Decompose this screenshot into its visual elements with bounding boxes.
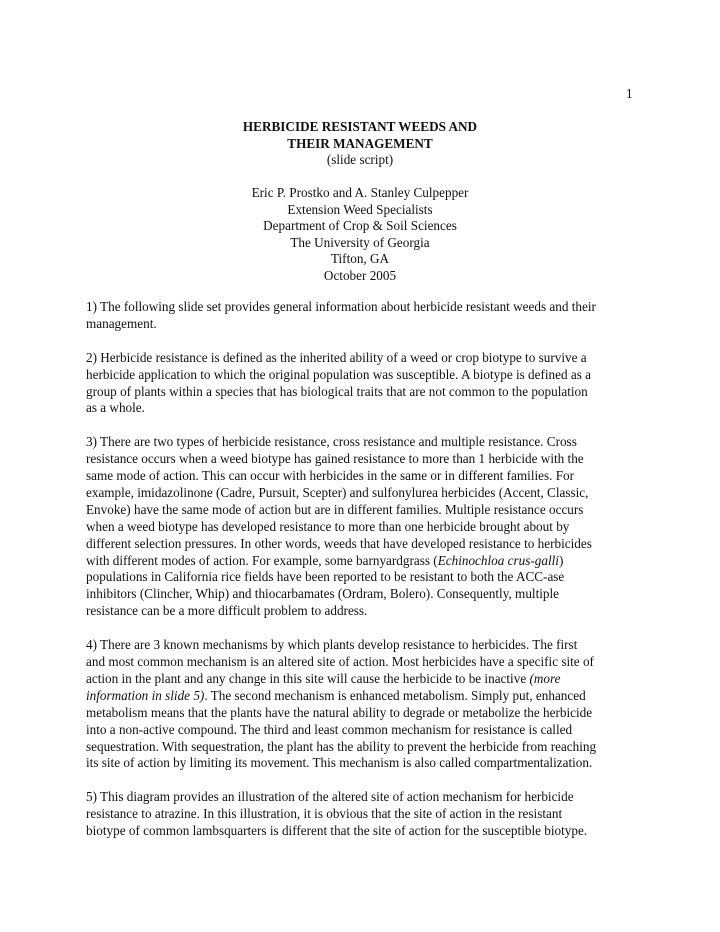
paragraph-line	[86, 316, 638, 333]
text-run: group of plants within a species that has biological traits that are not common to the population	[86, 383, 588, 399]
text-run: as a whole.	[86, 400, 145, 416]
text-run: 5) This diagram provides an illustration of the altered site of action mechanism for herbicide	[86, 789, 574, 805]
text-run: resistance occurs when a weed biotype has gained resistance to more than 1 herbicide with the	[86, 451, 584, 467]
paragraph-2	[86, 350, 638, 418]
text-run: 1) The following slide set provides general information about herbicide resistant weeds and their	[86, 299, 596, 314]
paragraph-line	[86, 789, 638, 806]
text-run: metabolism means that the plants have the natural ability to degrade or metabolize the herbicide	[86, 704, 593, 720]
paragraph-line	[86, 755, 638, 772]
page-number: 1	[626, 86, 633, 101]
text-run: biotype of common lambsquarters is different that the site of action for the susceptible biotype.	[86, 823, 588, 839]
text-run: 4) There are 3 known mechanisms by which plants develop resistance to herbicides. The first	[86, 637, 578, 653]
paragraph-line	[86, 485, 638, 502]
header-spacer	[86, 169, 634, 186]
document-header	[86, 119, 634, 284]
text-run: example, imidazolinone (Cadre, Pursuit, Scepter) and sulfonylurea herbicides (Accent, Classic,	[86, 484, 589, 500]
paragraph-line	[86, 519, 638, 536]
paragraph-line	[86, 400, 638, 417]
affiliation-department: Department of Crop & Soil Sciences	[263, 218, 457, 233]
paragraph-1	[86, 299, 638, 333]
text-run: 2) Herbicide resistance is defined as the inherited ability of a weed or crop biotype to survive a	[86, 349, 587, 365]
paragraph-line	[86, 654, 638, 671]
document-title-line-1: HERBICIDE RESISTANT WEEDS AND	[242, 119, 478, 134]
text-run: herbicide application to which the original population was susceptible. A biotype is defined as a	[86, 366, 592, 382]
text-run: . The second mechanism is enhanced metabolism. Simply put, enhanced	[204, 687, 586, 703]
affiliation-role: Extension Weed Specialists	[287, 201, 433, 217]
text-run: different selection pressures. In other words, weeds that have developed resistance to herbicides	[86, 535, 592, 551]
text-run: resistance to atrazine. In this illustration, it is obvious that the site of action in the resistant	[86, 806, 563, 822]
text-run: with different modes of action. For example, some barnyardgrass (	[86, 552, 438, 568]
paragraph-line	[86, 739, 638, 756]
authors: Eric P. Prostko and A. Stanley Culpepper	[251, 185, 469, 200]
paragraph-line	[86, 468, 638, 485]
text-run: 3) There are two types of herbicide resistance, cross resistance and multiple resistance. Cross	[86, 434, 577, 450]
paragraph-3	[86, 434, 638, 620]
paragraph-line	[86, 350, 638, 367]
italic-text: (more	[529, 670, 561, 686]
paragraph-line	[86, 671, 638, 688]
document-body	[86, 299, 638, 857]
paragraph-line	[86, 705, 638, 722]
document-subtitle: (slide script)	[326, 152, 394, 167]
text-run: populations in California rice fields have been reported to be resistant to both the ACC-ase	[86, 569, 565, 585]
paragraph-line	[86, 722, 638, 739]
paragraph-line	[86, 569, 638, 586]
italic-text: information in slide 5)	[86, 687, 205, 703]
affiliation-location: Tifton, GA	[330, 251, 390, 266]
text-run: and most common mechanism is an altered site of action. Most herbicides have a specific site of	[86, 653, 594, 669]
affiliation-university: The University of Georgia	[290, 234, 430, 250]
paragraph-line	[86, 299, 638, 316]
text-run: action in the plant and any change in this site will cause the herbicide to be inactive	[86, 670, 530, 686]
text-run: same mode of action. This can occur with herbicides in the same or in different families. For	[86, 468, 575, 484]
paragraph-line	[86, 603, 638, 620]
text-run: management.	[86, 315, 157, 331]
document-date: October 2005	[323, 267, 397, 283]
paragraph-line	[86, 688, 638, 705]
paragraph-line	[86, 806, 638, 823]
paragraph-line	[86, 553, 638, 570]
paragraph-line	[86, 823, 638, 840]
text-run: inhibitors (Clincher, Whip) and thiocarbamates (Ordram, Bolero). Consequently, multiple	[86, 586, 560, 602]
italic-text: Echinochloa crus-galli	[437, 552, 559, 568]
paragraph-line	[86, 451, 638, 468]
paragraph-line	[86, 367, 638, 384]
paragraph-line	[86, 586, 638, 603]
paragraph-line	[86, 502, 638, 519]
text-run: into a non-active compound. The third and least common mechanism for resistance is called	[86, 721, 573, 737]
document-title-line-2: THEIR MANAGEMENT	[287, 135, 433, 151]
text-run: sequestration. With sequestration, the plant has the ability to prevent the herbicide from reaching	[86, 738, 597, 754]
text-run: )	[558, 552, 564, 568]
text-run: Envoke) have the same mode of action but are in different families. Multiple resistance occurs	[86, 501, 584, 517]
paragraph-line	[86, 637, 638, 654]
paragraph-5	[86, 789, 638, 840]
paragraph-4	[86, 637, 638, 772]
text-run: its site of action by limiting its movement. This mechanism is also called compartmentalization.	[86, 755, 593, 771]
paragraph-line	[86, 434, 638, 451]
text-run: resistance can be a more difficult problem to address.	[86, 603, 368, 619]
paragraph-line	[86, 536, 638, 553]
paragraph-line	[86, 384, 638, 401]
text-run: when a weed biotype has developed resistance to more than one herbicide brought about by	[86, 518, 570, 534]
